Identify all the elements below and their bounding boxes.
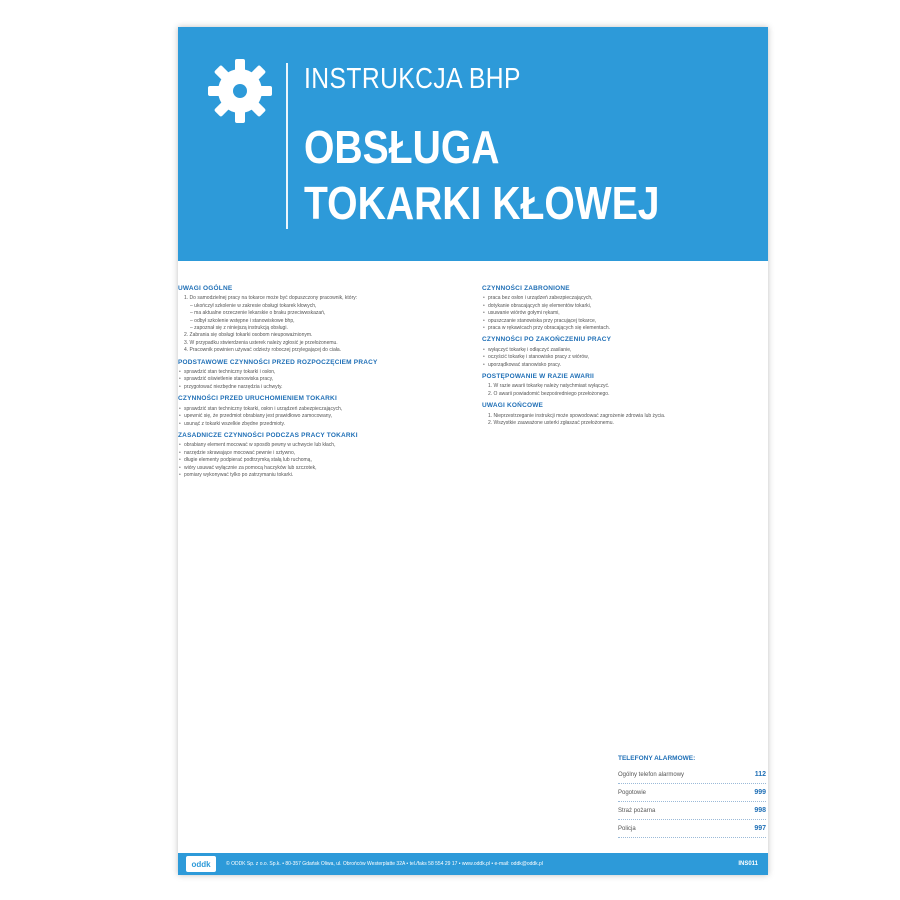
phone-row [618,784,766,802]
section-heading: CZYNNOŚCI PO ZAKOŃCZENIU PRACY [482,336,612,344]
phone-label: Ogólny telefon alarmowy [618,771,685,778]
instruction-line: • sprawdzić oświetlenie stanowiska pracy, [178,376,460,383]
page-title [304,119,660,231]
instruction-line: • upewnić się, że przedmiot obrabiany jest prawidłowo zamocowany, [178,413,460,420]
instruction-line: 1. Do samodzielnej pracy na tokarce może być dopuszczony pracownik, który: [184,295,358,302]
oddk-logo: oddk [186,856,216,872]
phone-row [618,802,766,820]
instruction-line: 2. Wszystkie zauważone usterki zgłaszać przełożonemu. [488,420,614,427]
instruction-line: • narzędzie skrawające mocować pewnie i sztywno, [178,450,460,457]
instruction-line: • wyłączyć tokarkę i odłączyć zasilanie, [482,347,764,354]
instruction-line: 2. Zabrania się obsługi tokarki osobom nieupoważnionym. [184,332,313,339]
title-line-2: TOKARKI KŁOWEJ [304,177,660,229]
instruction-line: • długie elementy podpierać podtrzymką stałą lub ruchomą, [178,457,460,464]
phone-label: Policja [618,825,636,832]
section-uruchomienie [178,395,460,428]
instruction-line: • oczyścić tokarkę i stanowisko pracy z wiórów, [482,354,764,361]
section-heading: UWAGI KOŃCOWE [482,402,544,410]
phone-label: Pogotowie [618,789,647,796]
instruction-line: – zapoznał się z niniejszą instrukcją obsługi. [190,325,288,332]
instruction-line: 3. W przypadku stwierdzenia usterek należy zgłosić je przełożonemu. [184,339,338,346]
document-code: INS011 [738,861,758,867]
instruction-line: 1. W razie awarii tokarkę należy natychmiast wyłączyć. [488,383,610,390]
phone-row [618,820,766,838]
title-line-1: OBSŁUGA [304,121,500,173]
instruction-line: – ma aktualne orzeczenie lekarskie o braku przeciwwskazań, [190,310,326,317]
phones-title: TELEFONY ALARMOWE: [618,755,696,762]
phone-number: 997 [754,825,766,832]
instruction-line: • usunąć z tokarki wszelkie zbędne przedmioty. [178,421,460,428]
instruction-line: • opuszczanie stanowiska przy pracującej tokarce, [482,318,764,325]
instruction-line: 2. O awarii powiadomić bezpośredniego przełożonego. [488,390,610,397]
section-zabronione [482,285,764,332]
instruction-line: 4. Pracownik powinien używać odzieży roboczej przylegającej do ciała. [184,347,342,354]
section-przed [178,359,460,392]
gear-icon [206,57,274,125]
section-heading: CZYNNOŚCI PRZED URUCHOMIENIEM TOKARKI [178,395,337,403]
section-awaria [482,373,764,398]
instruction-line: – odbył szkolenie wstępne i stanowiskowe bhp, [190,317,295,324]
emergency-phones [618,755,766,838]
section-heading: CZYNNOŚCI ZABRONIONE [482,285,570,292]
section-heading: PODSTAWOWE CZYNNOŚCI PRZED ROZPOCZĘCIEM PRACY [178,358,378,366]
footer-bar [178,853,768,875]
phone-label: Straż pożarna [618,807,656,814]
section-zakonczenie [482,336,764,369]
instruction-line: • praca w rękawicach przy obracających się elementach. [482,325,764,332]
instruction-line: • przygotować niezbędne narzędzia i uchwyty. [178,384,460,391]
section-zasady [178,432,460,479]
phone-number: 998 [754,807,766,814]
instruction-line: • obrabiany element mocować w sposób pewny w uchwycie lub kłach, [178,442,460,449]
section-heading: ZASADNICZE CZYNNOŚCI PODCZAS PRACY TOKARKI [178,431,358,439]
footer-text: © ODDK Sp. z o.o. Sp.k. • 80-357 Gdańsk Oliwa, ul. Obrońców Westerplatte 32A • tel./faks 58 554 29 17 • www.oddk.pl • e-mail: oddk@oddk.pl [226,861,543,867]
instruction-line: • uporządkować stanowisko pracy. [482,362,764,369]
instruction-line: • sprawdzić stan techniczny tokarki i osłon, [178,369,460,376]
right-column [482,281,764,428]
left-column [178,281,460,479]
header-banner [178,27,768,261]
instruction-line: • dotykanie obracających się elementów tokarki, [482,303,764,310]
section-ogolne [178,285,460,355]
instruction-line: • praca bez osłon i urządzeń zabezpieczających, [482,295,764,302]
instruction-line: • sprawdzić stan techniczny tokarki, osłon i urządzeń zabezpieczających, [178,406,460,413]
header-kicker: INSTRUKCJA BHP [304,63,521,95]
instruction-line: • pomiary wykonywać tylko po zatrzymaniu tokarki. [178,472,460,479]
section-heading: POSTĘPOWANIE W RAZIE AWARII [482,373,595,381]
header-divider [286,63,288,229]
phone-row [618,766,766,784]
section-koncowe [482,402,764,427]
instruction-line: – ukończył szkolenie w zakresie obsługi tokarek kłowych, [190,302,317,309]
instruction-sheet [178,27,768,875]
instruction-line: • usuwanie wiórów gołymi rękami, [482,310,764,317]
phone-number: 112 [754,771,766,778]
phone-number: 999 [754,789,766,796]
instruction-line: • wióry usuwać wyłącznie za pomocą haczyków lub szczotek, [178,465,460,472]
instruction-line: 1. Nieprzestrzeganie instrukcji może spowodować zagrożenie zdrowia lub życia. [488,412,666,419]
section-heading: UWAGI OGÓLNE [178,285,233,292]
